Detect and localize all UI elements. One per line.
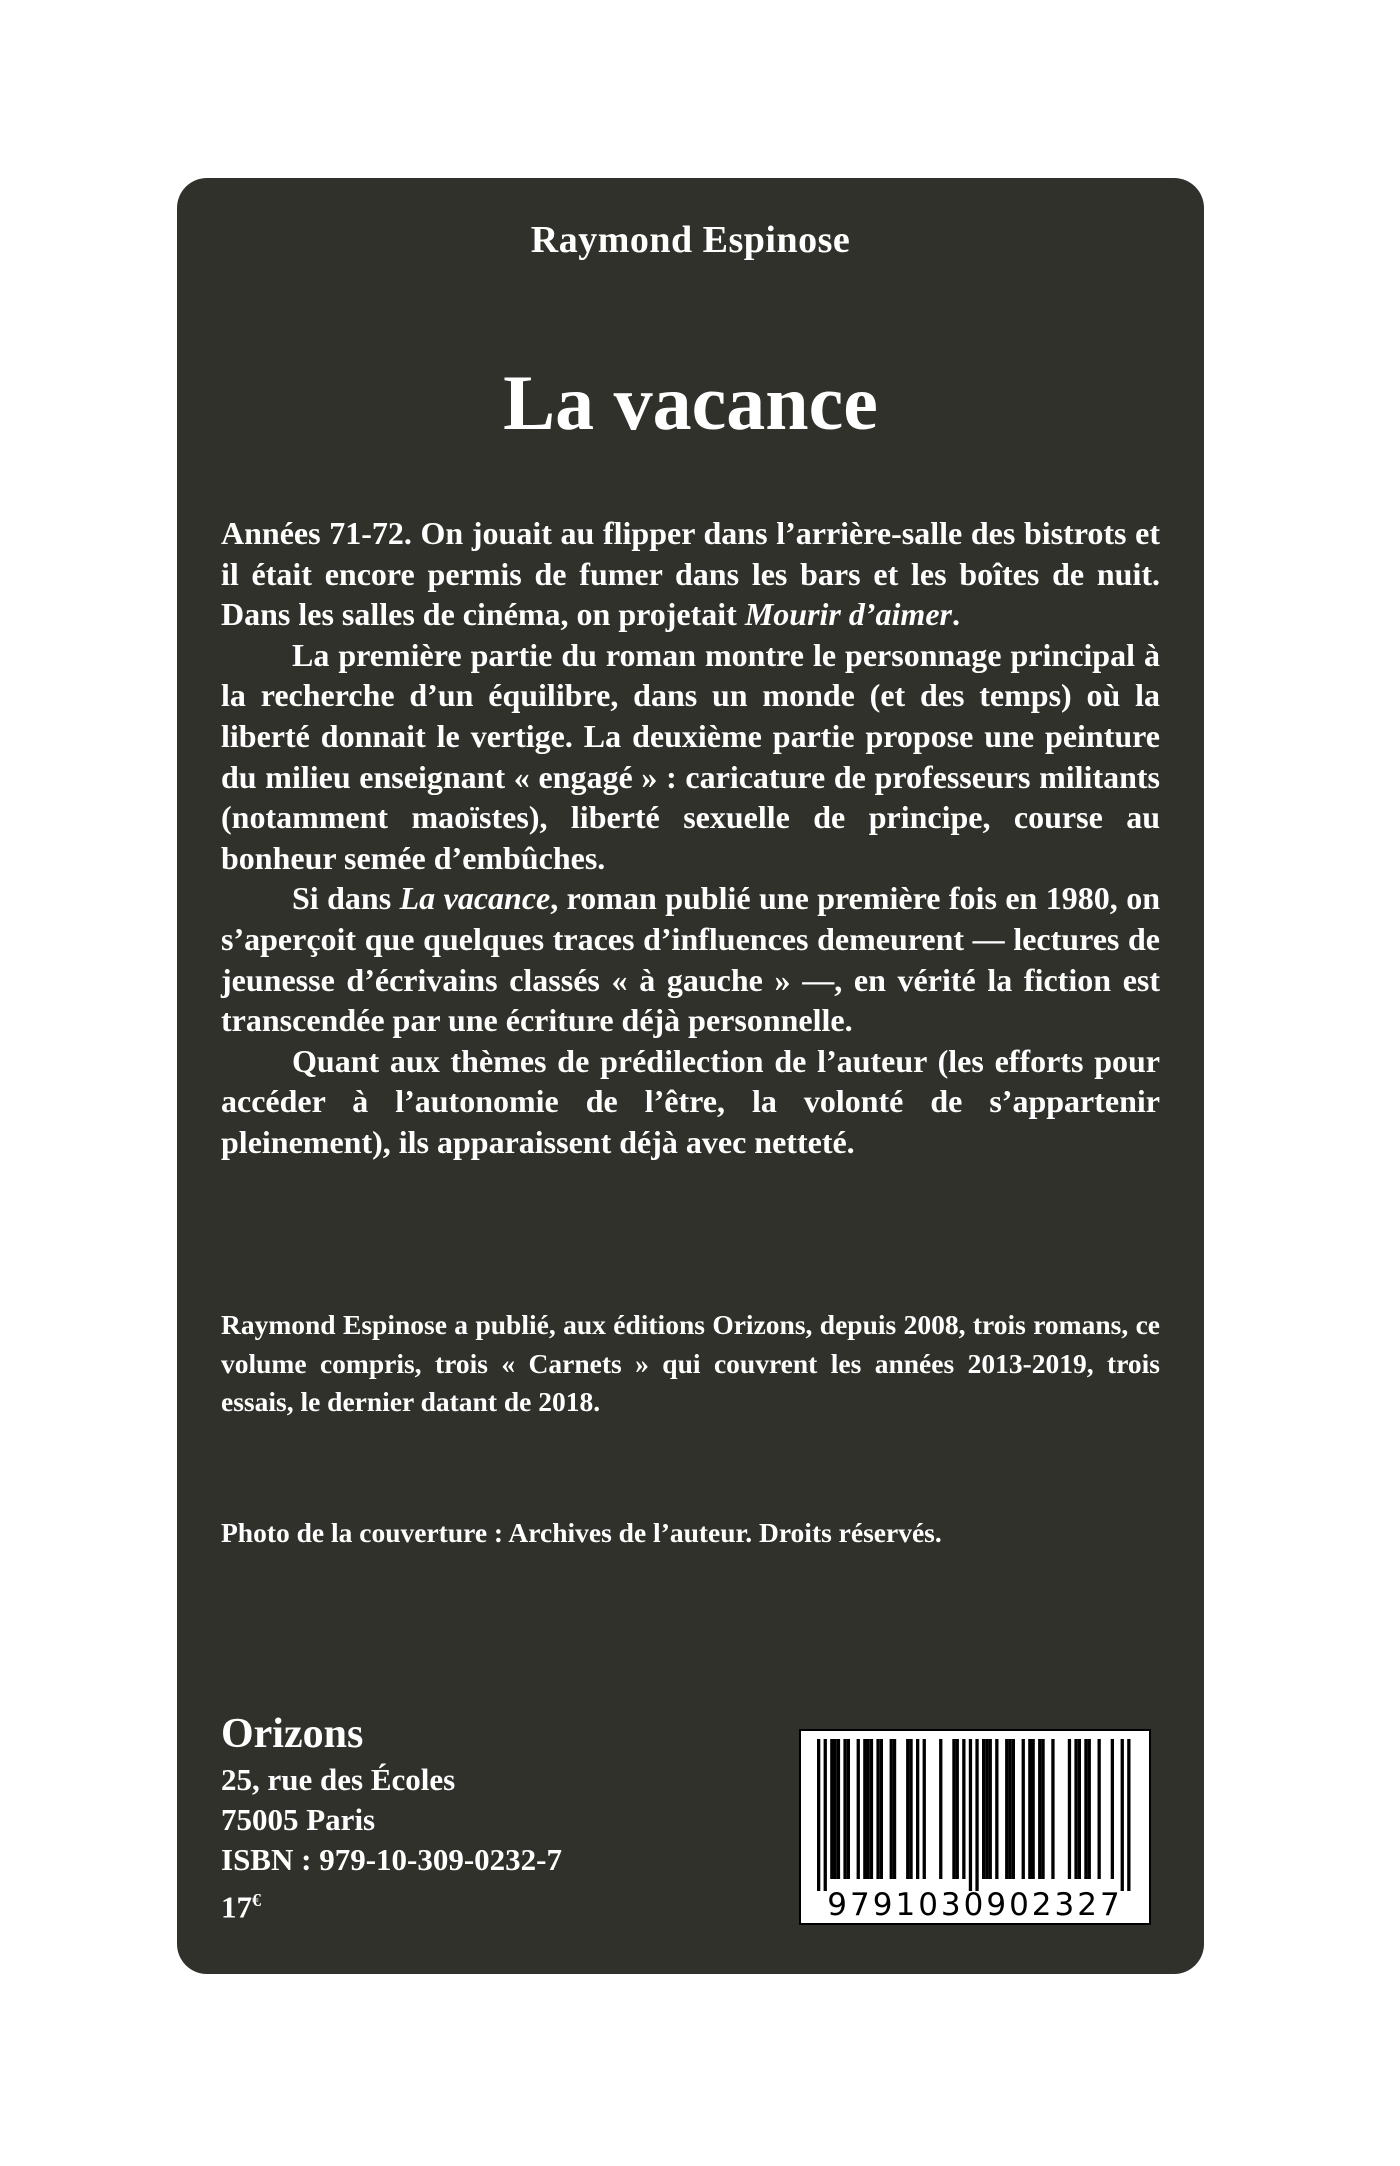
barcode-bar — [876, 1739, 879, 1879]
barcode-bar — [1038, 1739, 1041, 1879]
author-bio: Raymond Espinose a publié, aux éditions Orizons, depuis 2008, trois romans, ce volume compris, trois « Carnets » qui couvrent les années 2013-2019, trois essais, le dernier datant de 2018. — [221, 1309, 1160, 1417]
barcode-bar — [1008, 1739, 1011, 1879]
blurb-paragraph — [221, 635, 1160, 879]
barcode-bar — [995, 1739, 998, 1879]
barcode-bar — [923, 1739, 926, 1879]
barcode-guard-bar — [824, 1739, 827, 1891]
publisher-city: 75005 Paris — [221, 1802, 376, 1837]
barcode-bar — [1022, 1739, 1025, 1879]
italic-title: Mourir d’aimer — [744, 596, 952, 633]
barcode-bar — [837, 1739, 840, 1879]
barcode-bar — [890, 1739, 893, 1879]
blurb-paragraph — [221, 513, 1160, 635]
barcode — [799, 1729, 1151, 1925]
barcode-bar — [962, 1739, 965, 1879]
isbn: ISBN : 979-10-309-0232-7 — [221, 1842, 562, 1877]
barcode-bar — [880, 1739, 883, 1879]
barcode-bar — [830, 1739, 833, 1879]
barcode-bar — [982, 1739, 985, 1879]
barcode-bar — [863, 1739, 866, 1879]
photo-credit: Photo de la couverture : Archives de l’auteur. Droits réservés. — [221, 1517, 942, 1548]
text-run: Années 71-72. On jouait au flipper dans l’arrière-salle des bistrots et il était encore permis de fumer dans les bars et les boîtes de nuit. Dans les salles de cinéma, on projetait — [221, 515, 1160, 633]
blurb-paragraph — [221, 1041, 1160, 1163]
publisher-street: 25, rue des Écoles — [221, 1762, 456, 1797]
publisher-block — [221, 1708, 562, 1927]
barcode-bar — [1078, 1739, 1081, 1879]
barcode-guard-bar — [969, 1739, 972, 1891]
book-title: La vacance — [503, 359, 878, 446]
barcode-guard-bar — [975, 1739, 978, 1891]
barcode-bar — [870, 1739, 873, 1879]
barcode-bar — [843, 1739, 846, 1879]
author-name: Raymond Espinose — [530, 219, 851, 261]
barcode-bar — [952, 1739, 955, 1879]
barcode-guard-bar — [817, 1739, 820, 1891]
barcode-bar — [909, 1739, 912, 1879]
barcode-bar — [893, 1739, 896, 1879]
price — [221, 1880, 562, 1927]
italic-title: La vacance — [399, 880, 551, 917]
barcode-bar — [1088, 1739, 1091, 1879]
blurb-paragraph — [221, 878, 1160, 1040]
barcode-bar — [1012, 1739, 1015, 1879]
text-run: Quant aux thèmes de prédilection de l’auteur (les efforts pour accéder à l’autonomie de l’être, la volonté de s’appartenir pleinement), ils apparaissent déjà avec netteté. — [221, 1042, 1160, 1160]
barcode-bar — [916, 1739, 919, 1879]
barcode-digits: 9791030902327 — [827, 1887, 1123, 1923]
barcode-bar — [857, 1739, 860, 1879]
barcode-guard-bar — [1127, 1739, 1130, 1891]
barcode-bar — [1005, 1739, 1008, 1879]
barcode-guard-bar — [1121, 1739, 1124, 1891]
barcode-graphic — [799, 1729, 1151, 1925]
text-run: , roman publié une première fois en 1980, on s’aperçoit que quelques traces d’influences demeurent — lectures de jeunesse d’écrivains classés « à gauche » —, en vérité la fiction est transcendée par une écriture déjà personnelle. — [221, 880, 1161, 1039]
barcode-bar — [867, 1739, 870, 1879]
text-run: Si dans — [292, 880, 400, 917]
barcode-bar — [1098, 1739, 1101, 1879]
publisher-name: Orizons — [221, 1711, 364, 1757]
barcode-bar — [847, 1739, 850, 1879]
barcode-bar — [1028, 1739, 1031, 1879]
barcode-bar — [1032, 1739, 1035, 1879]
barcode-bar — [956, 1739, 959, 1879]
barcode-bar — [906, 1739, 909, 1879]
barcode-bar — [1111, 1739, 1114, 1879]
barcode-bar — [1051, 1739, 1054, 1879]
text-run: La première partie du roman montre le personnage principal à la recherche d’un équilibre, dans un monde (et des temps) où la liberté donnait le vertige. La deuxième partie propose une peinture du milieu enseignant « engagé » : caricature de professeurs militants (notamment maoïstes), liberté sexuelle de principe, course au bonheur semée d’embûches. — [221, 636, 1160, 876]
barcode-bar — [1074, 1739, 1077, 1879]
barcode-bar — [1041, 1739, 1044, 1879]
barcode-bar — [834, 1739, 837, 1879]
barcode-bar — [1084, 1739, 1087, 1879]
barcode-bar — [989, 1739, 992, 1879]
barcode-bar — [1068, 1739, 1071, 1879]
price-amount: 17 — [221, 1889, 252, 1925]
price-currency: € — [252, 1890, 261, 1910]
back-cover-panel — [177, 178, 1204, 1974]
barcode-bar — [985, 1739, 988, 1879]
barcode-bar — [939, 1739, 942, 1879]
blurb — [221, 513, 1160, 1163]
text-run: . — [951, 596, 960, 633]
